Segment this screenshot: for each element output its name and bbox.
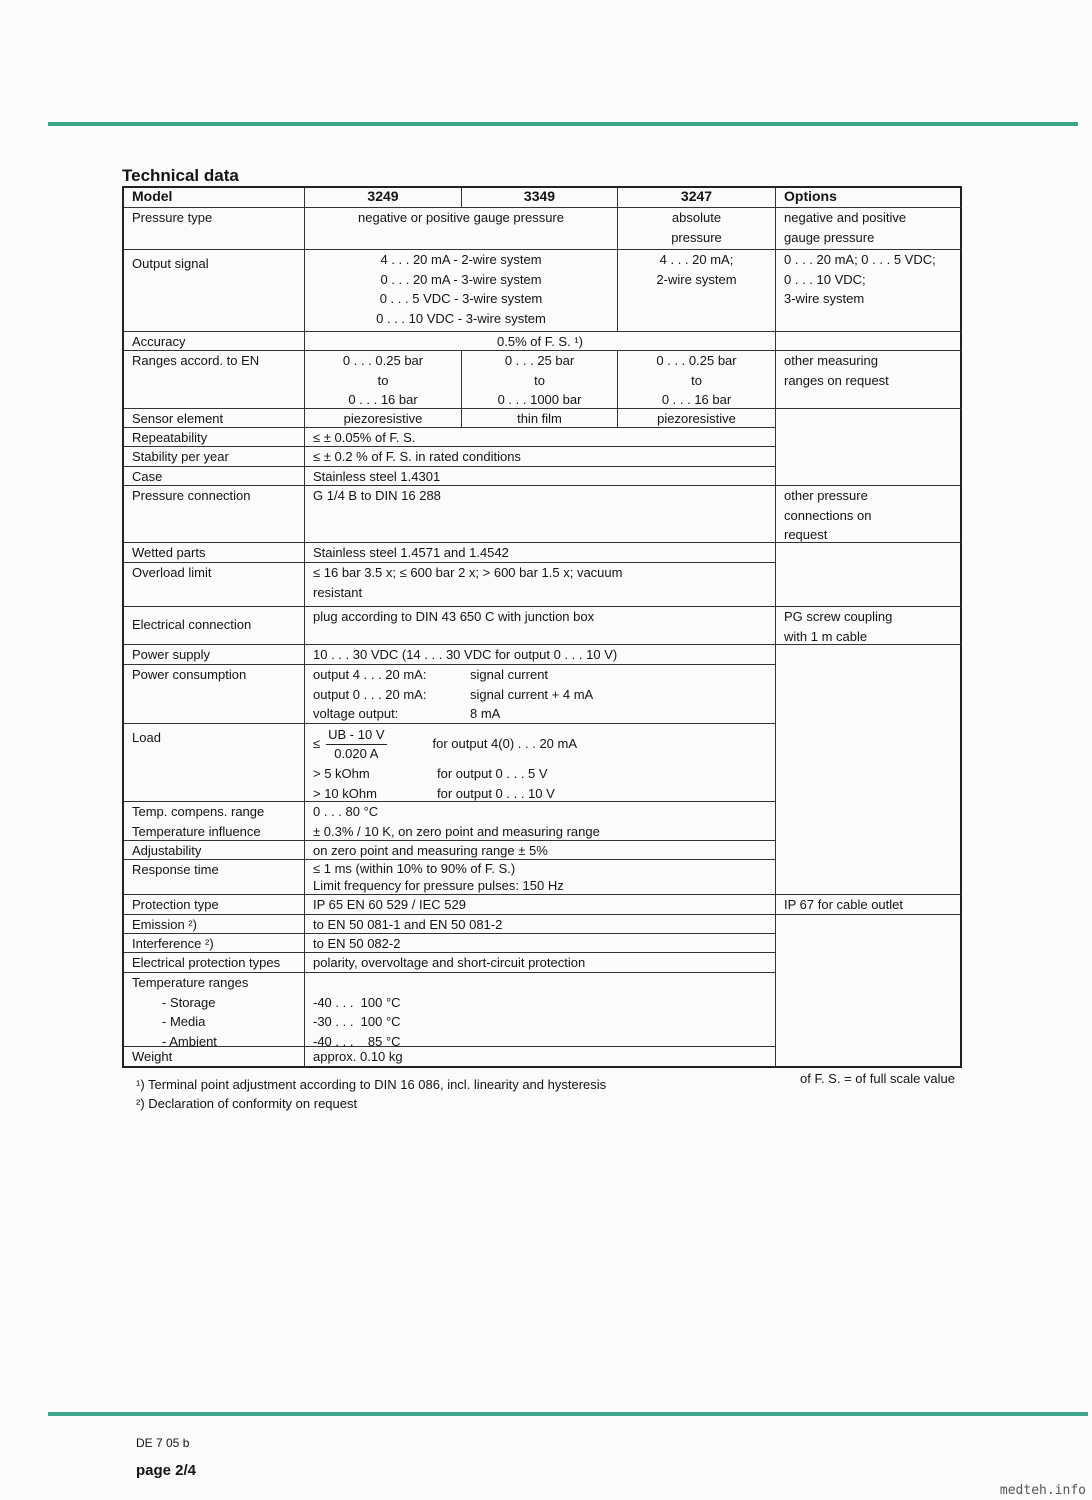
header-model-3349: 3349 xyxy=(462,188,618,208)
label-output-signal: Output signal xyxy=(124,250,305,332)
adjustability-value: on zero point and measuring range ± 5% xyxy=(305,841,776,860)
pressure-type-3247: absolute pressure xyxy=(618,208,776,250)
pressure-connection-options: other pressure connections on request xyxy=(776,486,962,543)
ranges-3249: 0 . . . 0.25 bar to 0 . . . 16 bar xyxy=(305,351,462,409)
label-response-time: Response time xyxy=(124,860,305,895)
sensor-3349: thin film xyxy=(462,409,618,428)
label-electrical-protection: Electrical protection types xyxy=(124,953,305,973)
technical-data-table xyxy=(122,186,962,1068)
accuracy-value: 0.5% of F. S. ¹) xyxy=(305,332,776,351)
page-title: Technical data xyxy=(122,166,239,185)
label-pressure-type: Pressure type xyxy=(124,208,305,250)
footnote-2: ²) Declaration of conformity on request xyxy=(136,1096,358,1111)
label-repeatability: Repeatability xyxy=(124,428,305,447)
header-model-3247: 3247 xyxy=(618,188,776,208)
sensor-3247: piezoresistive xyxy=(618,409,776,428)
document-id: DE 7 05 b xyxy=(136,1436,190,1450)
footer-rule xyxy=(48,1412,1088,1416)
ranges-options: other measuring ranges on request xyxy=(776,351,962,409)
label-weight: Weight xyxy=(124,1047,305,1066)
options-blank-4 xyxy=(776,915,962,1066)
label-overload: Overload limit xyxy=(124,563,305,607)
electrical-protection-value: polarity, overvoltage and short-circuit protection xyxy=(305,953,776,973)
label-power-consumption: Power consumption xyxy=(124,665,305,724)
protection-type-value: IP 65 EN 60 529 / IEC 529 xyxy=(305,895,776,915)
case-value: Stainless steel 1.4301 xyxy=(305,467,776,486)
label-case: Case xyxy=(124,467,305,486)
label-wetted-parts: Wetted parts xyxy=(124,543,305,563)
pressure-connection-value: G 1/4 B to DIN 16 288 xyxy=(305,486,776,543)
label-protection-type: Protection type xyxy=(124,895,305,915)
accuracy-options xyxy=(776,332,962,351)
electrical-connection-value: plug according to DIN 43 650 C with junction box xyxy=(305,607,776,645)
overload-value: ≤ 16 bar 3.5 x; ≤ 600 bar 2 x; > 600 bar 1.5 x; vacuum resistant xyxy=(305,563,776,607)
temperature-ranges-value: -40 . . . 100 °C -30 . . . 100 °C -40 . . . 85 °C xyxy=(305,973,776,1047)
footnote-full-scale: of F. S. = of full scale value xyxy=(800,1071,955,1086)
electrical-connection-options: PG screw coupling with 1 m cable xyxy=(776,607,962,645)
label-load: Load xyxy=(124,724,305,802)
output-signal-3247: 4 . . . 20 mA; 2-wire system xyxy=(618,250,776,332)
load-fraction: $\frac{UB - 10 V}{0.020 A}$ xyxy=(328,727,385,762)
temperature-value: 0 . . . 80 °C ± 0.3% / 10 K, on zero point and measuring range xyxy=(305,802,776,841)
label-pressure-connection: Pressure connection xyxy=(124,486,305,543)
ranges-3247: 0 . . . 0.25 bar to 0 . . . 16 bar xyxy=(618,351,776,409)
header-rule xyxy=(48,122,1078,126)
label-adjustability: Adjustability xyxy=(124,841,305,860)
options-blank-3 xyxy=(776,645,962,895)
load-value: ≤ $\frac{UB - 10 V}{0.020 A}$ for output 4(0) . . . 20 mA > 5 kOhm for output 0 . . . 5 V > 10 kOhm for output 0 . . . 10 V xyxy=(305,724,776,802)
options-blank-2 xyxy=(776,543,962,607)
weight-value: approx. 0.10 kg xyxy=(305,1047,776,1066)
options-blank-1 xyxy=(776,409,962,486)
label-power-supply: Power supply xyxy=(124,645,305,665)
repeatability-value: ≤ ± 0.05% of F. S. xyxy=(305,428,776,447)
stability-value: ≤ ± 0.2 % of F. S. in rated conditions xyxy=(305,447,776,467)
footnote-1: ¹) Terminal point adjustment according to DIN 16 086, incl. linearity and hysteresis xyxy=(136,1077,607,1092)
power-consumption-value: output 4 . . . 20 mA: signal current output 0 . . . 20 mA: signal current + 4 mA voltage output: 8 mA xyxy=(305,665,776,724)
power-supply-value: 10 . . . 30 VDC (14 . . . 30 VDC for output 0 . . . 10 V) xyxy=(305,645,776,665)
interference-value: to EN 50 082-2 xyxy=(305,934,776,953)
label-stability: Stability per year xyxy=(124,447,305,467)
label-ranges: Ranges accord. to EN xyxy=(124,351,305,409)
pressure-type-options: negative and positive gauge pressure xyxy=(776,208,962,250)
protection-type-options: IP 67 for cable outlet xyxy=(776,895,962,915)
label-temperature: Temp. compens. range Temperature influence xyxy=(124,802,305,841)
header-model: Model xyxy=(124,188,305,208)
label-interference: Interference ²) xyxy=(124,934,305,953)
ranges-3349: 0 . . . 25 bar to 0 . . . 1000 bar xyxy=(462,351,618,409)
output-signal-options: 0 . . . 20 mA; 0 . . . 5 VDC; 0 . . . 10 VDC; 3-wire system xyxy=(776,250,962,332)
header-options: Options xyxy=(776,188,962,208)
label-emission: Emission ²) xyxy=(124,915,305,934)
output-signal-3249-3349: 4 . . . 20 mA - 2-wire system 0 . . . 20 mA - 3-wire system 0 . . . 5 VDC - 3-wire system 0 . . . 10 VDC - 3-wire system xyxy=(305,250,618,332)
sensor-3249: piezoresistive xyxy=(305,409,462,428)
header-model-3249: 3249 xyxy=(305,188,462,208)
emission-value: to EN 50 081-1 and EN 50 081-2 xyxy=(305,915,776,934)
page-number: page 2/4 xyxy=(136,1462,197,1479)
watermark: medteh.info xyxy=(999,1483,1086,1498)
label-sensor: Sensor element xyxy=(124,409,305,428)
label-accuracy: Accuracy xyxy=(124,332,305,351)
response-time-value: ≤ 1 ms (within 10% to 90% of F. S.) Limit frequency for pressure pulses: 150 Hz xyxy=(305,860,776,895)
label-electrical-connection: Electrical connection xyxy=(124,607,305,645)
pressure-type-3249-3349: negative or positive gauge pressure xyxy=(305,208,618,250)
wetted-parts-value: Stainless steel 1.4571 and 1.4542 xyxy=(305,543,776,563)
label-temperature-ranges: Temperature ranges - Storage - Media - Ambient xyxy=(124,973,305,1047)
